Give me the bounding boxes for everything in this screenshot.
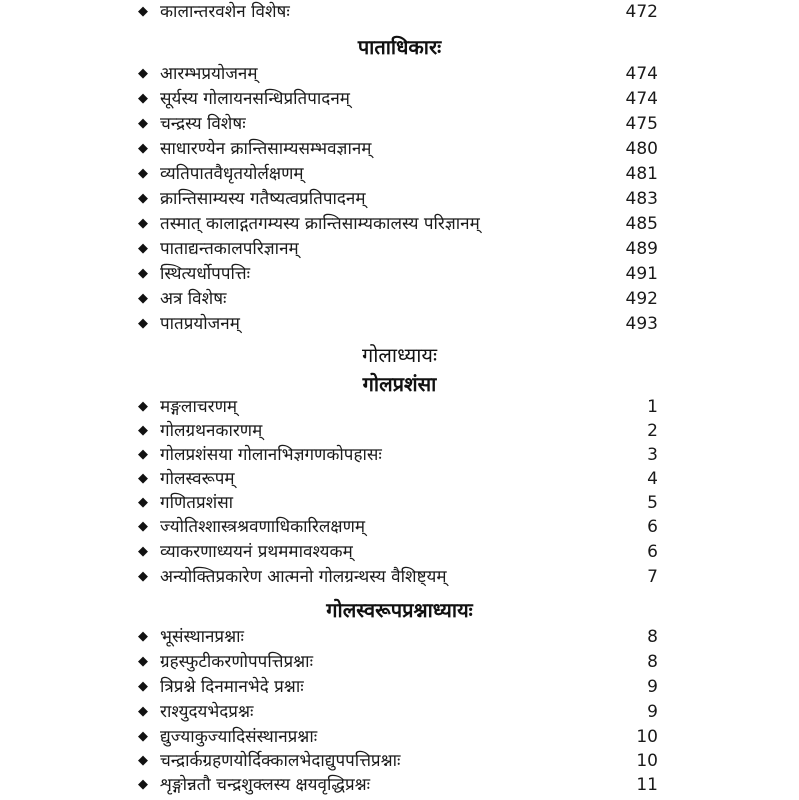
toc-entry [138, 541, 658, 565]
diamond-bullet-icon: ◆ [138, 423, 148, 438]
toc-entry [138, 63, 658, 87]
entry-title: गोलप्रशंसया गोलानभिज्ञगणकोपहासः [160, 445, 382, 465]
diamond-bullet-icon: ◆ [138, 216, 148, 231]
entry-page-number: 483 [625, 189, 658, 209]
entry-title: सूर्यस्य गोलायनसन्धिप्रतिपादनम् [160, 89, 350, 109]
toc-entry [138, 774, 658, 798]
entry-page-number: 492 [625, 289, 658, 309]
diamond-bullet-icon: ◆ [138, 291, 148, 306]
entry-title: कालान्तरवशेन विशेषः [160, 2, 290, 22]
entry-title: ज्योतिश्शास्त्रश्रवणाधिकारिलक्षणम् [160, 517, 366, 537]
entry-page-number: 8 [647, 652, 658, 672]
entry-page-number: 489 [625, 239, 658, 259]
toc-entry [138, 651, 658, 675]
diamond-bullet-icon: ◆ [138, 471, 148, 486]
diamond-bullet-icon: ◆ [138, 679, 148, 694]
section-heading-golaprashansa: गोलप्रशंसा [362, 372, 437, 396]
entry-title: चन्द्रस्य विशेषः [160, 114, 246, 134]
entry-title: गोलस्वरूपम् [160, 469, 235, 489]
diamond-bullet-icon: ◆ [138, 629, 148, 644]
diamond-bullet-icon: ◆ [138, 495, 148, 510]
entry-title: साधारण्येन क्रान्तिसाम्यसम्भवज्ञानम् [160, 139, 372, 159]
entry-title: अत्र विशेषः [160, 289, 227, 309]
toc-entry [138, 492, 658, 516]
diamond-bullet-icon: ◆ [138, 66, 148, 81]
entry-page-number: 3 [647, 445, 658, 465]
entry-page-number: 4 [647, 469, 658, 489]
toc-entry [138, 88, 658, 112]
entry-title: गणितप्रशंसा [160, 493, 234, 513]
entry-page-number: 11 [636, 775, 658, 795]
toc-entry [138, 288, 658, 312]
diamond-bullet-icon: ◆ [138, 4, 148, 19]
diamond-bullet-icon: ◆ [138, 654, 148, 669]
toc-entry [138, 238, 658, 262]
toc-entry [138, 626, 658, 650]
diamond-bullet-icon: ◆ [138, 447, 148, 462]
entry-page-number: 485 [625, 214, 658, 234]
diamond-bullet-icon: ◆ [138, 316, 148, 331]
entry-page-number: 474 [625, 64, 658, 84]
diamond-bullet-icon: ◆ [138, 777, 148, 792]
entry-page-number: 493 [625, 314, 658, 334]
toc-entry [138, 113, 658, 137]
entry-page-number: 10 [636, 751, 658, 771]
entry-page-number: 474 [625, 89, 658, 109]
entry-page-number: 2 [647, 421, 658, 441]
diamond-bullet-icon: ◆ [138, 753, 148, 768]
diamond-bullet-icon: ◆ [138, 191, 148, 206]
diamond-bullet-icon: ◆ [138, 519, 148, 534]
entry-title: गोलग्रथनकारणम् [160, 421, 263, 441]
entry-page-number: 1 [647, 397, 658, 417]
toc-entry [138, 420, 658, 444]
entry-title: क्रान्तिसाम्यस्य गतैष्यत्वप्रतिपादनम् [160, 189, 366, 209]
entry-page-number: 481 [625, 164, 658, 184]
section-heading-golasvaroopa: गोलस्वरूपप्रश्नाध्यायः [326, 598, 473, 622]
entry-page-number: 5 [647, 493, 658, 513]
entry-title: व्यतिपातवैधृतयोर्लक्षणम् [160, 164, 304, 184]
entry-title: शृङ्गोन्नतौ चन्द्रशुक्लस्य क्षयवृद्धिप्रश्नः [160, 775, 371, 795]
toc-entry [138, 188, 658, 212]
diamond-bullet-icon: ◆ [138, 704, 148, 719]
section-heading-patadhikar: पाताधिकारः [357, 35, 442, 59]
toc-entry [138, 313, 658, 337]
entry-page-number: 475 [625, 114, 658, 134]
diamond-bullet-icon: ◆ [138, 399, 148, 414]
entry-title: तस्मात् कालाद्गतगम्यस्य क्रान्तिसाम्यकालस्य परिज्ञानम् [160, 214, 480, 234]
entry-title: आरम्भप्रयोजनम् [160, 64, 258, 84]
toc-entry [138, 566, 658, 590]
diamond-bullet-icon: ◆ [138, 241, 148, 256]
entry-title: भूसंस्थानप्रश्नाः [160, 627, 244, 647]
entry-title: पातप्रयोजनम् [160, 314, 240, 334]
entry-title: ग्रहस्फुटीकरणोपपत्तिप्रश्नाः [160, 652, 313, 672]
diamond-bullet-icon: ◆ [138, 729, 148, 744]
entry-title: पाताद्यन्तकालपरिज्ञानम् [160, 239, 299, 259]
entry-title: चन्द्रार्कग्रहणयोर्दिक्कालभेदाद्युपपत्तिप्रश्नाः [160, 751, 401, 771]
entry-title: द्युज्याकुज्यादिसंस्थानप्रश्नाः [160, 727, 318, 747]
entry-page-number: 480 [625, 139, 658, 159]
entry-title: स्थित्यर्धोपपत्तिः [160, 264, 251, 284]
entry-page-number: 10 [636, 727, 658, 747]
entry-title: व्याकरणाध्ययनं प्रथममावश्यकम् [160, 542, 353, 562]
diamond-bullet-icon: ◆ [138, 166, 148, 181]
toc-entry [138, 138, 658, 162]
entry-page-number: 6 [647, 517, 658, 537]
toc-entry [138, 726, 658, 750]
part-heading-golaadhyaya: गोलाध्यायः [361, 343, 438, 367]
toc-entry [138, 263, 658, 287]
entry-page-number: 8 [647, 627, 658, 647]
toc-entry [138, 163, 658, 187]
toc-entry [138, 750, 658, 774]
toc-entry [138, 213, 658, 237]
toc-entry [138, 676, 658, 700]
entry-page-number: 7 [647, 567, 658, 587]
entry-page-number: 472 [625, 2, 658, 22]
toc-entry [138, 516, 658, 540]
toc-entry [138, 468, 658, 492]
diamond-bullet-icon: ◆ [138, 141, 148, 156]
entry-page-number: 6 [647, 542, 658, 562]
toc-entry [138, 444, 658, 468]
diamond-bullet-icon: ◆ [138, 569, 148, 584]
toc-entry [138, 701, 658, 725]
entry-page-number: 9 [647, 677, 658, 697]
entry-title: अन्योक्तिप्रकारेण आत्मनो गोलग्रन्थस्य वैशिष्ट्यम् [160, 567, 447, 587]
entry-title: त्रिप्रश्ने दिनमानभेदे प्रश्नाः [160, 677, 304, 697]
entry-page-number: 491 [625, 264, 658, 284]
entry-page-number: 9 [647, 702, 658, 722]
diamond-bullet-icon: ◆ [138, 266, 148, 281]
toc-entry [138, 396, 658, 420]
diamond-bullet-icon: ◆ [138, 544, 148, 559]
entry-title: मङ्गलाचरणम् [160, 397, 238, 417]
toc-entry [138, 1, 658, 25]
entry-title: राश्युदयभेदप्रश्नः [160, 702, 254, 722]
diamond-bullet-icon: ◆ [138, 91, 148, 106]
diamond-bullet-icon: ◆ [138, 116, 148, 131]
